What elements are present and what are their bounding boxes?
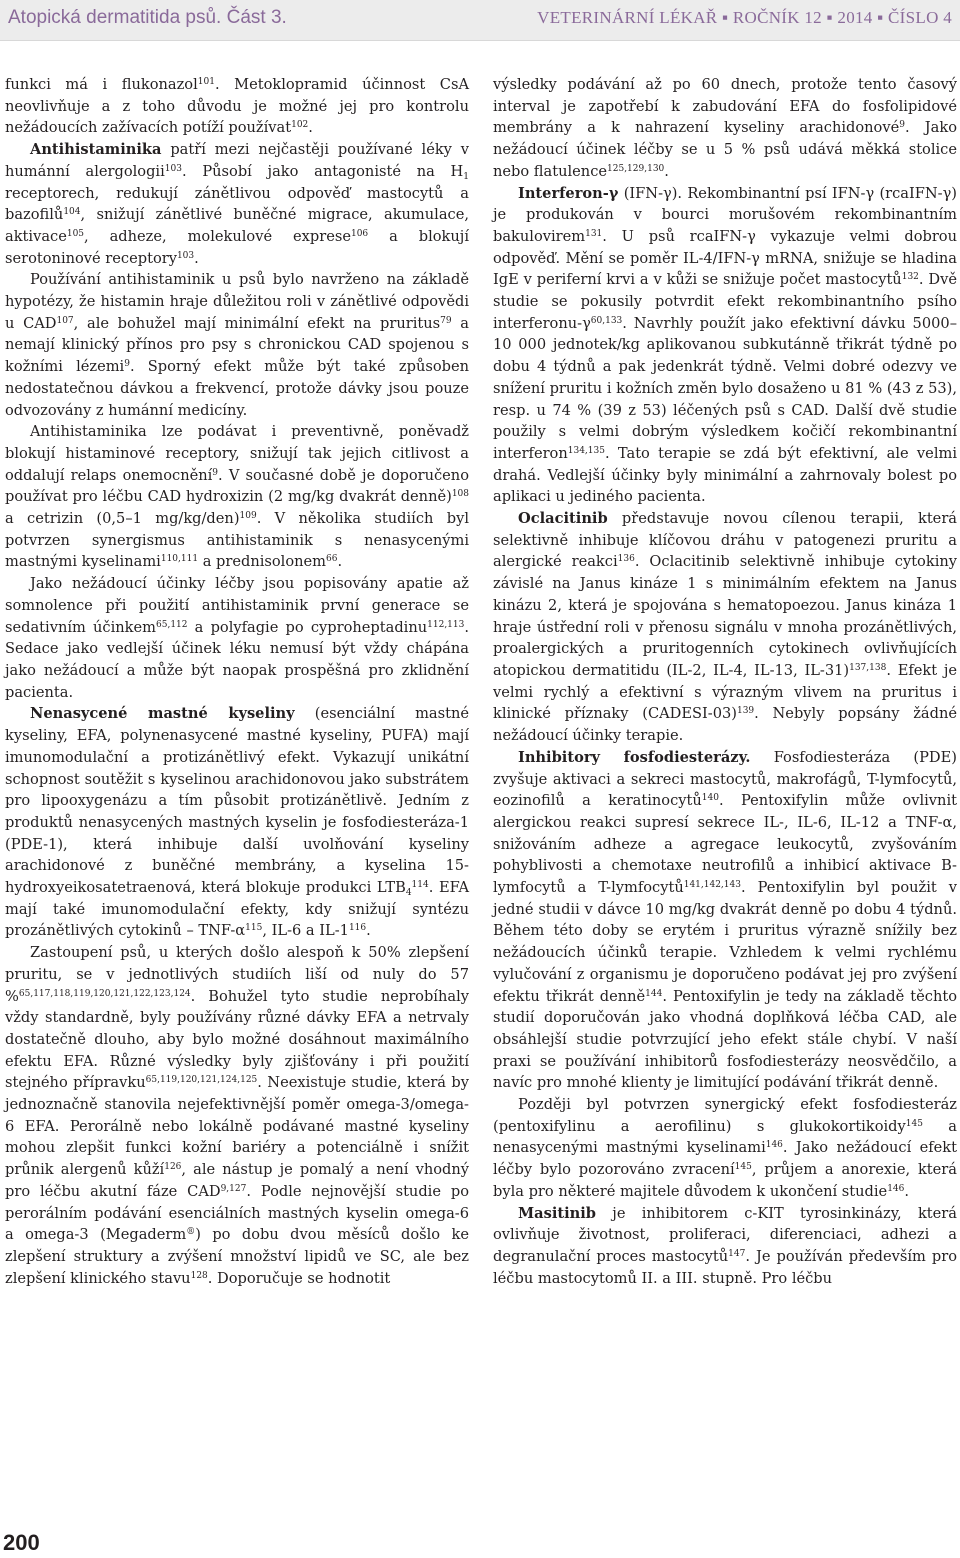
section-heading: Interferon-γ <box>518 184 619 202</box>
paragraph-inhibitory-fosfodiesterazy: Inhibitory fosfodiesterázy. Fosfodiesteráza (PDE) zvyšuje aktivaci a sekreci mastocytů, makrofágů, T-lymfocytů, eozinofilů a keratinocytů$^{140}$. Pentoxifylin může ovlivnit alergickou reakci supresí sekrece IL-, IL-6, IL-12 a TNF-α, snižováním adheze a agregace leukocytů, zvyšováním pohyblivosti a chemotaxe neutrofilů a inhibicí aktivace B-lymfocytů a T-lymfocytů$^{141,142,143}$. Pentoxifylin byl použit v jedné studii v dávce 10 mg/kg dvakrát denně po dobu 4 týdnů. Během této doby se erytém i pruritus výrazně snížily bez nežádoucích účinků terapie. Vzhledem k velmi rychlému vylučování z organismu je doporučeno podávat jej pro zvýšení efektu třikrát denně$^{144}$. Pentoxifylin je tedy na základě těchto studií doporučován jako vhodná doplňková léčba CAD, ale obsáhlejší studie potvrzující jeho efekt stále chybí. V naší praxi se používání inhibitorů fosfodiesterázy neosvědčilo, a navíc pro mnohé klienty je limitující podávání třikrát denně. <box>493 748 957 1092</box>
section-heading: Nenasycené mastné kyseliny <box>30 705 295 723</box>
paragraph: Později byl potvrzen synergický efekt fosfodiesteráz (pentoxifylinu a aerofilinu) s glukokortikoidy$^{145}$ a nenasycenými mastnými kyselinami$^{146}$. Jako nežádoucí efekt léčby bylo pozorováno zvracení$^{145}$, průjem a anorexie, která byla pro některé majitele důvodem k ukončení studie$^{146}$. <box>493 1096 957 1200</box>
right-column <box>493 74 957 1289</box>
section-heading: Antihistaminika <box>30 141 162 159</box>
paragraph-nenasycene-mastne-kyseliny: Nenasycené mastné kyseliny (esenciální mastné kyseliny, EFA, polynenasycené mastné kyseliny, PUFA) mají imunomodulační a protizánětlivý efekt. Vykazují unikátní schopnost soutěžit s kyselinou arachidonovou jako substrátem pro lipooxygenázu a tím působit protizánětlivě. Jedním z produktů nenasycených mastných kyselin je fosfodiesteráza-1 (PDE-1), která inhibuje další uvolňování kyseliny arachidonové z buněčné membrány, a kyselina 15-hydroxyeikosatetraenová, která blokuje produkci $LTB_4^{114}$. EFA mají také imunomodulační efekty, kdy snižují syntézu prozánětlivých cytokinů – TNF-$\alpha^{115}$, IL-6 a $IL-1^{116}$. <box>5 705 470 940</box>
page-number: 200 <box>3 1530 40 1555</box>
paragraph: výsledky podávání až po 60 dnech, protože tento časový interval je zapotřebí k zabudování EFA do fosfolipidové membrány a k nahrazení kyseliny arachidonové$^9$. Jako nežádoucí účinek léčby se u 5 % psů udává měkká stolice nebo flatulence$^{125,129,130}$. <box>493 76 957 180</box>
paragraph-interferon: Interferon-γ (IFN-γ). Rekombinantní psí IFN-γ (rcaIFN-γ) je produkován v bourci morušovém rekombinantním bakulovirem$^{131}$. U psů rcaIFN-γ vykazuje velmi dobrou odpověď. Mění se poměr IL-4/IFN-γ mRNA, snižuje se hladina IgE v periferní krvi a v kůži se snižuje počet mastocytů$^{132}$. Dvě studie se pokusily potvrdit efekt rekombinantního psího interferonu-$\gamma^{60,133}$. Navrhly použít jako efektivní dávku 5000–10 000 jednotek/kg aplikovanou subkutánně třikrát týdně po dobu 4 týdnů a pak jedenkrát týdně. Velmi dobré odezvy ve snížení pruritu i kožních změn bylo dosaženo u 81 % (43 z 53), resp. u 74 % (39 z 53) léčených psů s CAD. Další dvě studie použily s velmi dobrým výsledkem kočičí rekombinantní interferon$^{134,135}$. Tato terapie se zdá být efektivní, ale velmi drahá. Vedlejší účinky byly minimální a zahrnovaly bolest po aplikaci u jediného pacienta. <box>493 184 957 506</box>
running-title: Atopická dermatitida psů. Část 3. <box>8 7 287 28</box>
paragraph-masitinib: Masitinib je inhibitorem c-KIT tyrosinkinázy, která ovlivňuje životnost, proliferaci, diferenciaci, adhezi a degranulační proces mastocytů$^{147}$. Je používán především pro léčbu mastocytomů II. a III. stupně. Pro léčbu <box>493 1204 957 1287</box>
paragraph-oclacitinib: Oclacitinib představuje novou cílenou terapii, která selektivně inhibuje klíčovou dráhu v patogenezi pruritu a alergické reakci$^{136}$. Oclacitinib selektivně inhibuje cytokiny závislé na Janus kináze 1 s minimálním efektem na Janus kinázu 2, která je spojována s hematopoezou. Janus kináza 1 hraje ústřední roli v přenosu signálu v mnoha prozánětlivých, proalergických a pruritogenních cytokinech ovlivňujících atopickou dermatitidu (IL-2, IL-4, IL-13, IL-31)$^{137,138}$. Efekt je velmi rychlý a efektivní s výrazným vlivem na pruritus i klinické příznaky (CADESI-03)$^{139}$. Nebyly popsány žádné nežádoucí účinky terapie. <box>493 510 958 745</box>
paragraph: funkci má i flukonazol$^{101}$. Metoklopramid účinnost CsA neovlivňuje a z toho důvodu je možné jej pro kontrolu nežádoucích zažívacích potíží používat$^{102}$. <box>5 76 469 137</box>
journal-info: VETERINÁRNÍ LÉKAŘ ▪ ROČNÍK 12 ▪ 2014 ▪ ČÍSLO 4 <box>537 8 952 27</box>
section-heading: Inhibitory fosfodiesterázy. <box>518 748 751 766</box>
paragraph: Zastoupení psů, u kterých došlo alespoň k 50% zlepšení pruritu, se v jednotlivých studiích liší od nuly do 57 %$^{65,117,118,119,120,121,122,123,124}$. Bohužel tyto studie neprobíhaly vždy standardně, byly používány různé dávky EFA a netrvaly dostatečně dlouho, aby bylo možné dosáhnout maximálního efektu EFA. Různé výsledky byly zjišťovány i při použití stejného přípravku$^{65,119,120,121,124,125}$. Neexistuje studie, která by jednoznačně stanovila nejefektivnější poměr omega-3/omega-6 EFA. Perorálně nebo lokálně podávané mastné kyseliny mohou zlepšit funkci kožní bariéry a potenciálně i snížit průnik alergenů kůží$^{126}$, ale nástup je pomalý a není vhodný pro léčbu akutní fáze CAD$^{9,127}$. Podle nejnovější studie po perorálním podávání esenciálních mastných kyselin omega-6 a omega-3 (Megaderm®) po dobu dvou měsíců došlo ke zlepšení struktury a zvýšení množství lipidů ve SC, ale bez zlepšení klinického stavu$^{128}$. Doporučuje se hodnotit <box>5 944 470 1287</box>
section-heading: Oclacitinib <box>518 510 608 528</box>
paragraph: Používání antihistaminik u psů bylo navrženo na základě hypotézy, že histamin hraje důležitou roli v zánětlivé odpovědi u CAD$^{107}$, ale bohužel mají minimální efekt na pruritus$^{79}$ a nemají klinický přínos pro psy s chronickou CAD spojenou s kožními lézemi$^9$. Sporný efekt může být také způsoben nedostatečnou dávkou a frekvencí, protože dávky jsou pouze odvozovány z humánní medicíny. <box>5 271 469 419</box>
paragraph-antihistaminika: Antihistaminika patří mezi nejčastěji používané léky v humánní alergologii$^{103}$. Působí jako antagonisté na $H_1$ receptorech, redukují zánětlivou odpověď mastocytů a bazofilů$^{104}$, snižují zánětlivé buněčné migrace, akumulace, aktivace$^{105}$, adheze, molekulové exprese$^{106}$ a blokují serotoninové receptory$^{103}$. <box>5 141 470 267</box>
section-heading: Masitinib <box>518 1204 597 1222</box>
paragraph: Jako nežádoucí účinky léčby jsou popisovány apatie až somnolence při použití antihistaminik první generace se sedativním účinkem$^{65,112}$ a polyfagie po cyproheptadinu$^{112,113}$. Sedace jako vedlejší účinek léku nemusí být vždy chápána jako nežádoucí a může být naopak prospěšná pro zklidnění pacienta. <box>5 575 469 701</box>
page-header <box>0 0 960 41</box>
left-column <box>5 74 469 1289</box>
paragraph: Antihistaminika lze podávat i preventivně, poněvadž blokují histaminové receptory, snižují tak jejich citlivost a oddalují relaps onemocnění$^9$. V současné době je doporučeno používat pro léčbu CAD hydroxizin (2 mg/kg dvakrát denně)$^{108}$ a cetrizin (0,5–1 mg/kg/den)$^{109}$. V několika studiích byl potvrzen synergismus antihistaminik s nenasycenými mastnými kyselinami$^{110,111}$ a prednisolonem$^{66}$. <box>5 423 469 571</box>
